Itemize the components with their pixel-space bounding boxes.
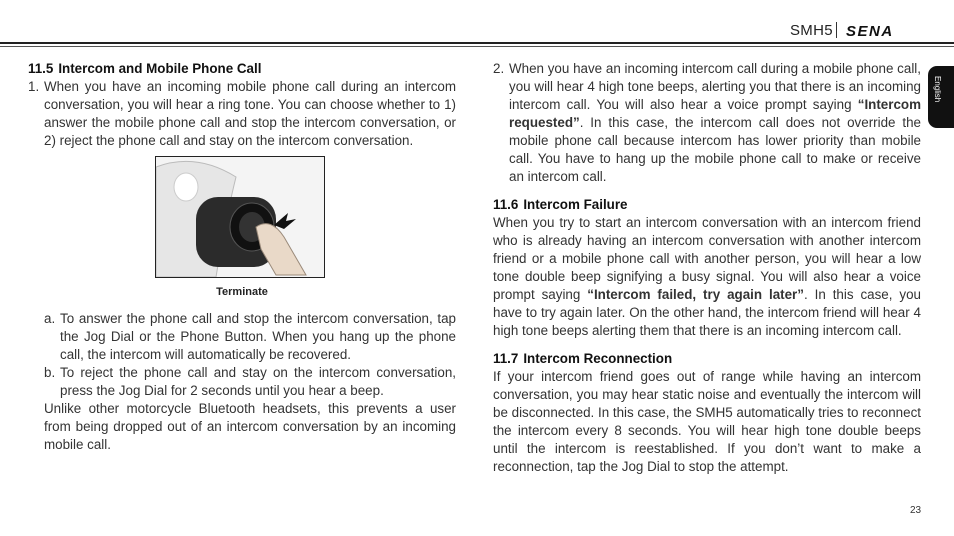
right-column (493, 60, 921, 476)
section-title: Intercom and Mobile Phone Call (58, 61, 262, 76)
sub-marker: b. (44, 365, 56, 380)
page-number: 23 (910, 505, 922, 516)
helmet-illustration (156, 157, 324, 277)
section-heading-11-6 (493, 196, 921, 214)
list-marker: 1. (28, 79, 40, 94)
section-heading-11-5 (28, 60, 456, 78)
sub-marker: a. (44, 311, 56, 326)
section-number: 11.5 (28, 61, 54, 76)
sub-item-text: To reject the phone call and stay on the intercom conversation, press the Jog Dial for 2 seconds until you hear a beep. (60, 365, 456, 398)
header-rule-thin (0, 46, 954, 47)
language-tab-label: English (933, 76, 942, 103)
sena-logo: SENA (846, 23, 894, 40)
section-number: 11.6 (493, 197, 519, 212)
paragraph-reconnection: If your intercom friend goes out of range while having an intercom conversation, you may hear static noise and eventually the intercom will be disconnected. In this case, the SMH5 automatically tries to reconnect the intercom every 8 seconds. You will hear high tone double beeps until the intercom is reestablished. If you don’t want to make a reconnection, tap the Jog Dial to stop the attempt. (493, 369, 921, 474)
voice-prompt: “Intercom requested” (509, 97, 921, 130)
list-item-1 (28, 78, 456, 150)
figure-caption: Terminate (216, 286, 268, 298)
sub-item-text: To answer the phone call and stop the intercom conversation, tap the Jog Dial or the Phone Button. When you hang up the phone call, the intercom will automatically be recovered. (60, 311, 456, 362)
helmet-jog-dial-figure (155, 156, 325, 278)
section-title: Intercom Failure (523, 197, 628, 212)
text-run: When you try to start an intercom conversation with an intercom friend who is already having an intercom conversation with another intercom friend or a mobile phone call with another person, you will hear a low tone double beep signifying a busy signal. You will also hear a voice prompt saying (493, 215, 921, 302)
text-run: . In this case, you have to try again later. On the other hand, the intercom friend will hear 4 high tone beeps alerting them that there is an incoming intercom call. (493, 287, 921, 338)
sub-item-a (28, 310, 456, 364)
section-heading-11-7 (493, 350, 921, 368)
language-tab (928, 66, 954, 128)
left-column (28, 60, 456, 454)
list-marker: 2. (493, 61, 505, 76)
model-name: SMH5 (790, 22, 833, 39)
voice-prompt: “Intercom failed, try again later” (587, 287, 804, 302)
list-item-text (509, 60, 921, 186)
section-title: Intercom Reconnection (523, 351, 673, 366)
header-separator (836, 22, 837, 38)
sub-item-b (28, 364, 456, 400)
list-item-2 (493, 60, 921, 186)
paragraph-failure (493, 214, 921, 340)
section-number: 11.7 (493, 351, 519, 366)
text-run: . In this case, the intercom call does not override the mobile phone call because intercom has lower priority than mobile call. You have to hang up the mobile phone call to make or receive an intercom call. (509, 115, 921, 184)
header-rule (0, 42, 954, 44)
text-run: When you have an incoming intercom call during a mobile phone call, you will hear 4 high tone beeps, alerting you that there is an incoming intercom call. You will also hear a voice prompt saying (509, 61, 921, 112)
paragraph-unlike: Unlike other motorcycle Bluetooth headsets, this prevents a user from being dropped out of an intercom conversation by an incoming mobile call. (44, 401, 456, 452)
list-item-text: When you have an incoming mobile phone call during an intercom conversation, you will hear a ring tone. You can choose whether to 1) answer the mobile phone call and stop the intercom conversation, or 2) reject the phone call and stay on the intercom conversation. (44, 79, 456, 148)
